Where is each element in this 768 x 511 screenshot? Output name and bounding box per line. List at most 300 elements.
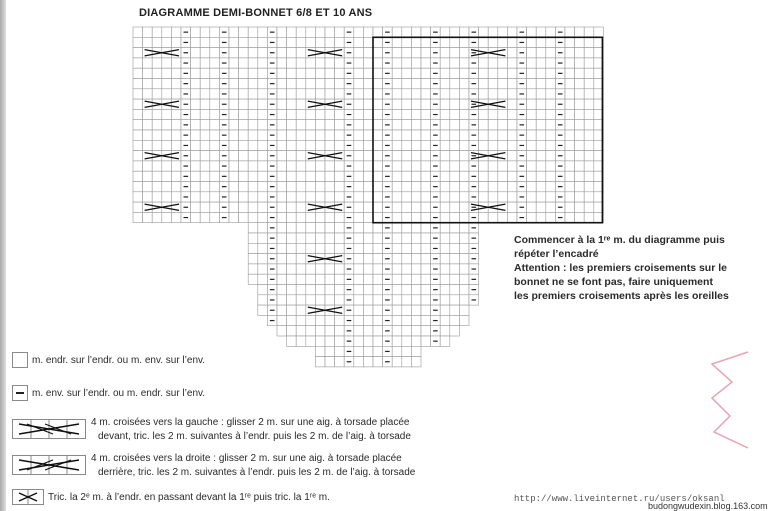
grid-cell — [133, 27, 143, 37]
grid-cell — [354, 295, 364, 305]
grid-cell — [584, 79, 594, 89]
grid-cell — [287, 151, 297, 161]
grid-cell — [306, 285, 316, 295]
grid-cell — [507, 37, 517, 47]
grid-cell — [277, 254, 287, 264]
grid-cell — [354, 212, 364, 222]
grid-cell — [152, 212, 162, 222]
grid-cell — [296, 212, 306, 222]
grid-cell — [392, 89, 402, 99]
grid-cell — [584, 120, 594, 130]
grid-cell — [363, 151, 373, 161]
grid-cell — [152, 161, 162, 171]
grid-cell — [354, 264, 364, 274]
grid-cell — [325, 27, 335, 37]
grid-cell — [171, 68, 181, 78]
grid-cell — [248, 212, 258, 222]
grid-cell — [527, 192, 537, 202]
grid-cell — [191, 48, 201, 58]
grid-cell — [162, 192, 172, 202]
grid-cell — [575, 192, 585, 202]
grid-cell — [248, 140, 258, 150]
grid-cell — [325, 357, 335, 367]
grid-cell — [402, 192, 412, 202]
grid-cell — [258, 89, 268, 99]
grid-cell — [584, 212, 594, 222]
grid-cell — [133, 68, 143, 78]
grid-cell — [411, 120, 421, 130]
grid-cell — [171, 27, 181, 37]
grid-cell — [373, 182, 383, 192]
grid-cell — [325, 223, 335, 233]
grid-cell — [239, 99, 249, 109]
grid-cell — [546, 171, 556, 181]
grid-cell — [325, 326, 335, 336]
cable-cross-left-icon — [12, 419, 86, 439]
grid-cell — [306, 182, 316, 192]
grid-cell — [354, 254, 364, 264]
grid-cell — [363, 223, 373, 233]
grid-cell — [402, 326, 412, 336]
grid-cell — [296, 37, 306, 47]
grid-cell — [402, 58, 412, 68]
grid-cell — [536, 48, 546, 58]
grid-cell — [171, 151, 181, 161]
grid-cell — [287, 192, 297, 202]
grid-cell — [258, 243, 268, 253]
grid-cell — [392, 109, 402, 119]
grid-cell — [363, 233, 373, 243]
grid-cell — [200, 120, 210, 130]
grid-cell — [229, 212, 239, 222]
grid-cell — [210, 89, 220, 99]
grid-cell — [306, 171, 316, 181]
grid-cell — [143, 212, 153, 222]
grid-cell — [498, 140, 508, 150]
grid-cell — [325, 295, 335, 305]
grid-cell — [392, 326, 402, 336]
grid-cell — [479, 89, 489, 99]
grid-cell — [527, 212, 537, 222]
grid-cell — [335, 233, 345, 243]
grid-cell — [373, 171, 383, 181]
grid-cell — [248, 171, 258, 181]
grid-cell — [402, 151, 412, 161]
grid-cell — [373, 161, 383, 171]
grid-cell — [277, 79, 287, 89]
grid-cell — [325, 37, 335, 47]
grid-cell — [296, 161, 306, 171]
grid-cell — [373, 140, 383, 150]
grid-cell — [239, 27, 249, 37]
grid-cell — [392, 171, 402, 181]
grid-cell — [584, 171, 594, 181]
chart-title: DIAGRAMME DEMI-BONNET 6/8 ET 10 ANS — [139, 7, 373, 19]
grid-cell — [296, 171, 306, 181]
grid-cell — [239, 161, 249, 171]
instruction-line: répéter l’encadré — [514, 248, 599, 260]
grid-cell — [440, 202, 450, 212]
grid-cell — [421, 89, 431, 99]
grid-cell — [325, 171, 335, 181]
grid-cell — [363, 274, 373, 284]
grid-cell — [335, 58, 345, 68]
grid-cell — [546, 151, 556, 161]
grid-cell — [335, 315, 345, 325]
grid-cell — [411, 99, 421, 109]
grid-cell — [354, 346, 364, 356]
grid-cell — [373, 89, 383, 99]
grid-cell — [536, 79, 546, 89]
grid-cell — [488, 89, 498, 99]
grid-cell — [287, 223, 297, 233]
grid-cell — [258, 161, 268, 171]
grid-cell — [450, 79, 460, 89]
grid-cell — [315, 79, 325, 89]
grid-cell — [229, 109, 239, 119]
grid-cell — [507, 192, 517, 202]
grid-cell — [392, 151, 402, 161]
grid-cell — [315, 233, 325, 243]
grid-cell — [287, 27, 297, 37]
grid-cell — [287, 140, 297, 150]
grid-cell — [143, 48, 153, 58]
grid-cell — [191, 192, 201, 202]
grid-cell — [248, 243, 258, 253]
grid-cell — [133, 140, 143, 150]
grid-cell — [143, 79, 153, 89]
grid-cell — [411, 305, 421, 315]
grid-cell — [411, 223, 421, 233]
grid-cell — [440, 182, 450, 192]
grid-cell — [546, 27, 556, 37]
grid-cell — [373, 315, 383, 325]
grid-cell — [315, 130, 325, 140]
grid-cell — [498, 171, 508, 181]
grid-cell — [248, 120, 258, 130]
grid-cell — [498, 212, 508, 222]
grid-cell — [287, 58, 297, 68]
grid-cell — [459, 140, 469, 150]
grid-cell — [315, 109, 325, 119]
grid-cell — [565, 79, 575, 89]
grid-cell — [546, 182, 556, 192]
grid-cell — [459, 315, 469, 325]
grid-cell — [536, 109, 546, 119]
grid-cell — [315, 27, 325, 37]
grid-cell — [488, 79, 498, 89]
grid-cell — [171, 48, 181, 58]
grid-cell — [162, 68, 172, 78]
grid-cell — [171, 37, 181, 47]
grid-cell — [133, 151, 143, 161]
grid-cell — [479, 109, 489, 119]
grid-cell — [459, 192, 469, 202]
grid-cell — [440, 140, 450, 150]
grid-cell — [392, 140, 402, 150]
grid-cell — [536, 89, 546, 99]
grid-cell — [363, 109, 373, 119]
grid-cell — [459, 243, 469, 253]
grid-cell — [498, 89, 508, 99]
grid-cell — [306, 315, 316, 325]
grid-cell — [459, 182, 469, 192]
grid-cell — [575, 27, 585, 37]
grid-cell — [152, 192, 162, 202]
grid-cell — [373, 109, 383, 119]
grid-cell — [191, 109, 201, 119]
grid-cell — [411, 68, 421, 78]
grid-cell — [306, 254, 316, 264]
grid-cell — [527, 109, 537, 119]
grid-cell — [335, 120, 345, 130]
grid-cell — [239, 120, 249, 130]
instructions-block — [514, 233, 746, 303]
grid-cell — [450, 48, 460, 58]
grid-cell — [258, 295, 268, 305]
grid-cell — [335, 140, 345, 150]
grid-cell — [229, 171, 239, 181]
grid-cell — [296, 285, 306, 295]
grid-cell — [459, 58, 469, 68]
grid-cell — [229, 48, 239, 58]
grid-cell — [363, 58, 373, 68]
grid-cell — [277, 161, 287, 171]
grid-cell — [277, 285, 287, 295]
grid-cell — [373, 305, 383, 315]
grid-cell — [277, 89, 287, 99]
grid-cell — [325, 89, 335, 99]
grid-cell — [411, 254, 421, 264]
grid-cell — [536, 58, 546, 68]
grid-cell — [498, 109, 508, 119]
grid-cell — [315, 140, 325, 150]
grid-cell — [546, 130, 556, 140]
grid-cell — [143, 37, 153, 47]
grid-cell — [306, 212, 316, 222]
grid-cell — [248, 274, 258, 284]
grid-cell — [258, 285, 268, 295]
grid-cell — [296, 336, 306, 346]
grid-cell — [373, 243, 383, 253]
grid-cell — [546, 161, 556, 171]
grid-cell — [411, 182, 421, 192]
grid-cell — [440, 37, 450, 47]
grid-cell — [162, 161, 172, 171]
grid-cell — [335, 346, 345, 356]
grid-cell — [287, 130, 297, 140]
grid-cell — [143, 130, 153, 140]
grid-cell — [191, 202, 201, 212]
grid-cell — [152, 79, 162, 89]
grid-cell — [354, 161, 364, 171]
grid-cell — [507, 140, 517, 150]
grid-cell — [507, 27, 517, 37]
grid-cell — [315, 68, 325, 78]
grid-cell — [411, 89, 421, 99]
grid-cell — [162, 37, 172, 47]
grid-cell — [565, 192, 575, 202]
grid-cell — [363, 264, 373, 274]
grid-cell — [527, 171, 537, 181]
grid-cell — [200, 130, 210, 140]
grid-cell — [325, 192, 335, 202]
grid-cell — [392, 254, 402, 264]
grid-cell — [575, 58, 585, 68]
grid-cell — [575, 120, 585, 130]
grid-cell — [191, 140, 201, 150]
cable-cross-right-icon — [12, 455, 86, 475]
grid-cell — [354, 202, 364, 212]
grid-cell — [315, 326, 325, 336]
grid-cell — [507, 79, 517, 89]
grid-cell — [152, 130, 162, 140]
grid-cell — [171, 140, 181, 150]
grid-cell — [450, 264, 460, 274]
grid-cell — [363, 37, 373, 47]
grid-cell — [152, 27, 162, 37]
grid-cell — [373, 48, 383, 58]
legend-text: derrière, tric. les 2 m. suivantes à l’endr. puis les 2 m. de l’aig. à torsade — [98, 467, 416, 478]
grid-cell — [546, 109, 556, 119]
grid-cell — [315, 274, 325, 284]
grid-cell — [335, 274, 345, 284]
grid-cell — [335, 89, 345, 99]
grid-cell — [488, 37, 498, 47]
grid-cell — [373, 285, 383, 295]
grid-cell — [392, 274, 402, 284]
grid-cell — [133, 109, 143, 119]
grid-cell — [575, 182, 585, 192]
grid-cell — [450, 120, 460, 130]
grid-cell — [152, 120, 162, 130]
grid-cell — [440, 151, 450, 161]
grid-cell — [363, 171, 373, 181]
grid-cell — [402, 27, 412, 37]
grid-cell — [392, 99, 402, 109]
grid-cell — [354, 243, 364, 253]
grid-cell — [402, 68, 412, 78]
grid-cell — [421, 336, 431, 346]
grid-cell — [133, 89, 143, 99]
grid-cell — [402, 182, 412, 192]
grid-cell — [306, 130, 316, 140]
grid-cell — [287, 274, 297, 284]
grid-cell — [565, 130, 575, 140]
grid-cell — [325, 285, 335, 295]
grid-cell — [287, 79, 297, 89]
grid-cell — [248, 48, 258, 58]
grid-cell — [335, 285, 345, 295]
grid-cell — [335, 171, 345, 181]
grid-cell — [546, 202, 556, 212]
grid-cell — [354, 89, 364, 99]
grid-cell — [335, 48, 345, 58]
grid-cell — [373, 274, 383, 284]
grid-cell — [450, 130, 460, 140]
grid-cell — [565, 109, 575, 119]
grid-cell — [536, 212, 546, 222]
grid-cell — [162, 182, 172, 192]
grid-cell — [287, 212, 297, 222]
grid-cell — [440, 171, 450, 181]
grid-cell — [421, 37, 431, 47]
grid-cell — [287, 120, 297, 130]
grid-cell — [277, 202, 287, 212]
grid-cell — [133, 37, 143, 47]
grid-cell — [229, 120, 239, 130]
grid-cell — [277, 264, 287, 274]
grid-cell — [325, 315, 335, 325]
grid-cell — [575, 99, 585, 109]
grid-cell — [296, 192, 306, 202]
grid-cell — [479, 79, 489, 89]
grid-cell — [402, 109, 412, 119]
grid-cell — [248, 202, 258, 212]
grid-cell — [411, 37, 421, 47]
grid-cell — [536, 99, 546, 109]
grid-cell — [200, 202, 210, 212]
grid-cell — [315, 336, 325, 346]
grid-cell — [450, 315, 460, 325]
grid-cell — [296, 151, 306, 161]
grid-cell — [450, 99, 460, 109]
grid-cell — [354, 68, 364, 78]
grid-cell — [479, 161, 489, 171]
grid-cell — [335, 151, 345, 161]
grid-cell — [575, 68, 585, 78]
grid-cell — [363, 27, 373, 37]
grid-cell — [373, 79, 383, 89]
grid-cell — [287, 326, 297, 336]
grid-cell — [325, 68, 335, 78]
grid-cell — [507, 68, 517, 78]
grid-cell — [325, 130, 335, 140]
grid-cell — [498, 58, 508, 68]
grid-cell — [527, 79, 537, 89]
grid-cell — [200, 151, 210, 161]
grid-cell — [239, 171, 249, 181]
grid-cell — [421, 254, 431, 264]
dash-square-icon — [12, 385, 28, 401]
grid-cell — [459, 120, 469, 130]
grid-cell — [498, 202, 508, 212]
grid-cell — [363, 243, 373, 253]
grid-cell — [239, 130, 249, 140]
grid-cell — [421, 182, 431, 192]
grid-cell — [527, 68, 537, 78]
grid-cell — [479, 37, 489, 47]
grid-cell — [143, 68, 153, 78]
grid-cell — [171, 109, 181, 119]
grid-cell — [373, 27, 383, 37]
grid-cell — [488, 140, 498, 150]
grid-cell — [315, 37, 325, 47]
grid-cell — [315, 171, 325, 181]
grid-cell — [507, 202, 517, 212]
grid-cell — [392, 161, 402, 171]
grid-cell — [287, 68, 297, 78]
grid-cell — [507, 109, 517, 119]
grid-cell — [392, 48, 402, 58]
grid-cell — [392, 27, 402, 37]
grid-cell — [171, 130, 181, 140]
grid-cell — [277, 274, 287, 284]
grid-cell — [392, 202, 402, 212]
grid-cell — [440, 161, 450, 171]
grid-cell — [200, 171, 210, 181]
grid-cell — [507, 151, 517, 161]
